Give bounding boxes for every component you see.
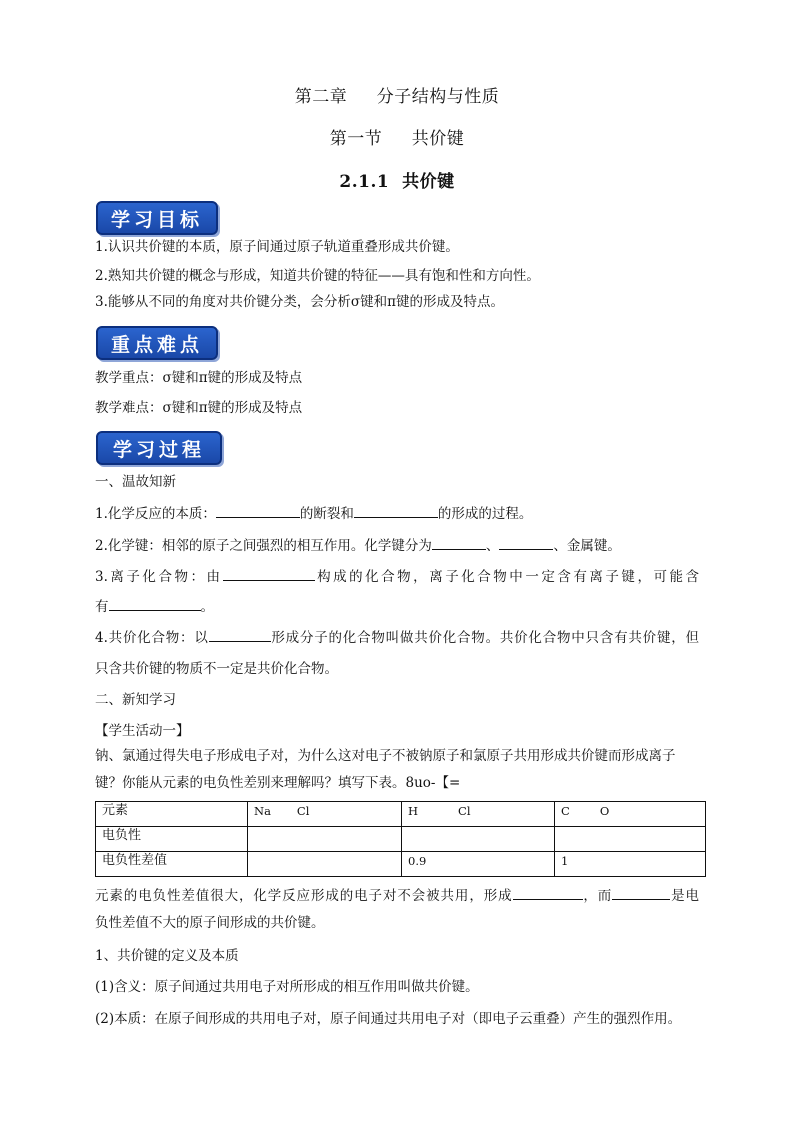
answer-blank[interactable] bbox=[354, 503, 438, 518]
row-label-electronegativity: 电负性 bbox=[96, 827, 248, 852]
review-question-3-line1: 3.离子化合物：由 构成的化合物，离子化合物中一定含有离子键，可能含 bbox=[95, 566, 699, 587]
table-cell[interactable] bbox=[248, 827, 402, 852]
answer-blank[interactable] bbox=[109, 596, 201, 611]
process-badge: 学习过程 bbox=[96, 431, 222, 465]
row-label-difference: 电负性差值 bbox=[96, 852, 248, 877]
objective-2: 2.熟知共价键的概念与形成，知道共价键的特征——具有饱和性和方向性。 bbox=[95, 268, 540, 284]
answer-blank[interactable] bbox=[216, 503, 300, 518]
teaching-focus: 教学重点：σ键和π键的形成及特点 bbox=[95, 370, 303, 386]
section-title: 第一节 共价键 bbox=[329, 129, 465, 149]
review-question-3-line2: 有 。 bbox=[95, 596, 214, 617]
after-table-line1: 元素的电负性差值很大，化学反应形成的电子对不会被共用，形成 ，而 是电 bbox=[95, 885, 699, 906]
table-row bbox=[96, 802, 706, 827]
row-label-element: 元素 bbox=[96, 802, 248, 827]
pair-c-o: C O bbox=[555, 802, 706, 827]
key-points-badge: 重点难点 bbox=[96, 326, 218, 360]
pair-h-cl: H Cl bbox=[402, 802, 555, 827]
definition-text: (1)含义：原子间通过共用电子对所形成的相互作用叫做共价键。 bbox=[95, 979, 479, 995]
answer-blank[interactable] bbox=[612, 885, 670, 900]
review-question-4-line1: 4.共价化合物：以 形成分子的化合物叫做共价化合物。共价化合物中只含有共价键，但 bbox=[95, 627, 699, 648]
table-cell[interactable] bbox=[402, 827, 555, 852]
table-cell[interactable]: 0.9 bbox=[402, 852, 555, 877]
review-question-2: 2.化学键：相邻的原子之间强烈的相互作用。化学键分为 、 、金属键。 bbox=[95, 535, 621, 556]
chapter-title: 第二章 分子结构与性质 bbox=[294, 87, 500, 107]
review-question-1: 1.化学反应的本质： 的断裂和 的形成的过程。 bbox=[95, 503, 532, 524]
teaching-difficulty: 教学难点：σ键和π键的形成及特点 bbox=[95, 400, 303, 416]
objectives-badge: 学习目标 bbox=[96, 201, 218, 235]
activity-intro-line2: 键？你能从元素的电负性差别来理解吗？填写下表。8uo-【= bbox=[95, 775, 461, 791]
essence-text: (2)本质：在原子间形成的共用电子对，原子间通过共用电子对（即电子云重叠）产生的强烈作用。 bbox=[95, 1011, 682, 1027]
review-heading: 一、温故知新 bbox=[95, 474, 176, 490]
subheading-definition: 1、共价键的定义及本质 bbox=[95, 948, 239, 964]
pair-na-cl: Na Cl bbox=[248, 802, 402, 827]
table-cell[interactable] bbox=[248, 852, 402, 877]
answer-blank[interactable] bbox=[499, 535, 553, 550]
answer-blank[interactable] bbox=[432, 535, 486, 550]
electronegativity-table bbox=[95, 801, 706, 877]
activity-intro-line1: 钠、氯通过得失电子形成电子对，为什么这对电子不被钠原子和氯原子共用形成共价键而形成离子 bbox=[95, 748, 676, 764]
answer-blank[interactable] bbox=[223, 566, 315, 581]
table-cell[interactable] bbox=[555, 827, 706, 852]
table-cell[interactable]: 1 bbox=[555, 852, 706, 877]
answer-blank[interactable] bbox=[209, 627, 271, 642]
review-question-4-line2: 只含共价键的物质不一定是共价化合物。 bbox=[95, 661, 338, 677]
table-row bbox=[96, 852, 706, 877]
lesson-title: 2.1.1 共价键 bbox=[339, 172, 455, 192]
activity-label: 【学生活动一】 bbox=[95, 723, 190, 739]
table-row bbox=[96, 827, 706, 852]
after-table-line2: 负性差值不大的原子间形成的共价键。 bbox=[95, 915, 325, 931]
objective-1: 1.认识共价键的本质，原子间通过原子轨道重叠形成共价键。 bbox=[95, 239, 459, 255]
answer-blank[interactable] bbox=[513, 885, 583, 900]
new-knowledge-heading: 二、新知学习 bbox=[95, 692, 176, 708]
objective-3: 3.能够从不同的角度对共价键分类，会分析σ键和π键的形成及特点。 bbox=[95, 294, 504, 310]
